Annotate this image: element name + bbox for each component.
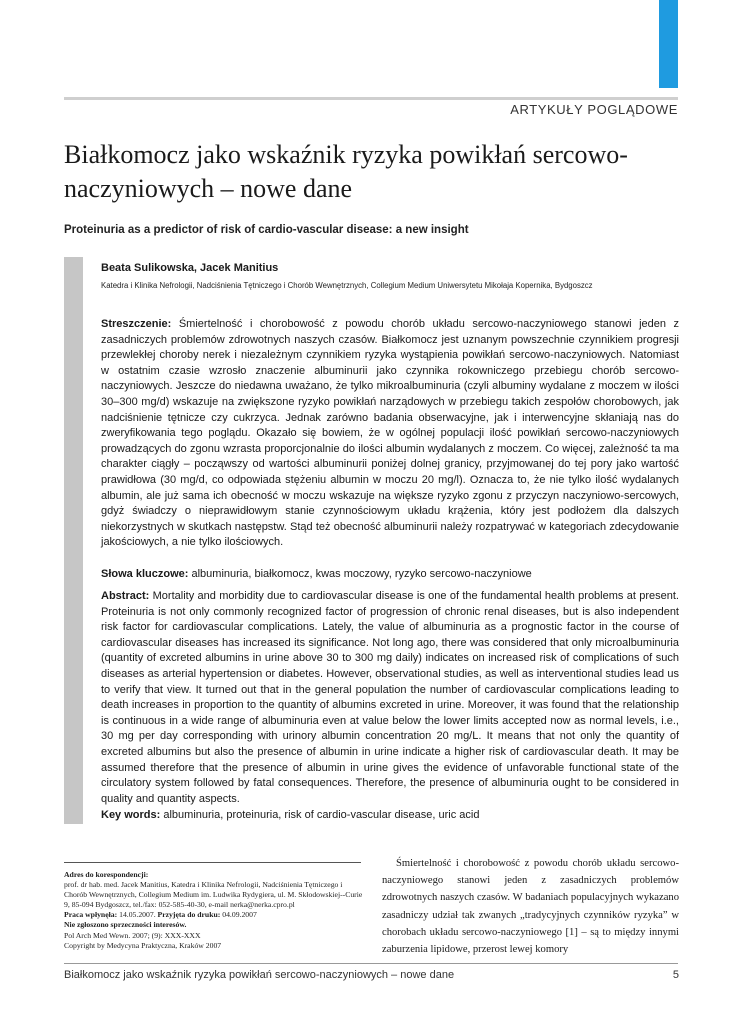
footer-rule [64, 963, 678, 964]
abstract-english [101, 589, 679, 807]
authors: Beata Sulikowska, Jacek Manitius [101, 262, 279, 274]
keywords-english-text: albuminuria, proteinuria, risk of cardio-vascular disease, uric acid [163, 809, 480, 821]
keywords-english-label: Key words: [101, 809, 161, 821]
keywords-polish-label: Słowa kluczowe: [101, 568, 189, 580]
article-title: Białkomocz jako wskaźnik ryzyka powikłań sercowo-naczyniowych – nowe dane [64, 140, 628, 203]
abstract-polish [101, 317, 679, 551]
abstract-english-text: Mortality and morbidity due to cardiovascular disease is one of the fundamental health problems at present. Proteinuria is not only commonly recognized factor of progression of chronic renal diseases, but is also independent risk factor for cardiovascular complications. Lately, the value of albuminuria as a prognostic factor in the course of cardiovascular diseases has increased its significance. Not long ago, there was considered that only microalbuminuria (quantity of excreted albumins in urine above 30 to 300 mg daily) indicates on increased risk of complications of such diseases as arterial hypertension or diabetes. However, observational studies, as well as interventional studies lead us to verify that view. It turned out that in the general population the number of cardiovascular complications leading to death increases in proportion to the quantity of albumins excreted in urine. Moreover, it was found that the relationship is continuous in a wide range of albuminuria even at value below the lower limits accepted now as normal levels, i.e., 30 mg per day corresponding with urinory albumin concentration 20 mg/L. It means that not only the quantity of excreted albumins but also the presence of albumin in urine indicate a higher risk of cardiovascular death. It may be assumed therefore that the presence of albumin in urine gives the evidence of unfavorable functional state of the circulatory system followed by fatal consequences. Therefore, the presence of albuminuria ought to be considered in quality and quantity aspects. [101, 590, 679, 805]
article-subtitle: Proteinuria as a predictor of risk of cardio-vascular disease: a new insight [64, 224, 469, 236]
running-title: Białkomocz jako wskaźnik ryzyka powikłań sercowo-naczyniowych – nowe dane [64, 969, 455, 981]
accent-tab [659, 0, 678, 88]
correspondence-heading: Adres do korespondencji: [64, 870, 149, 879]
abstract-polish-label: Streszczenie: [101, 318, 172, 330]
abstract-sidebar-bar [64, 257, 83, 824]
keywords-polish-text: albuminuria, białkomocz, kwas moczowy, ryzyko sercowo-naczyniowe [191, 568, 532, 580]
keywords-polish [101, 567, 679, 583]
dates-line: Praca wpłynęła: 14.05.2007. Przyjęta do druku: 04.09.2007 [64, 910, 257, 920]
body-text-column [382, 855, 679, 958]
correspondence-block [64, 870, 364, 951]
body-intro-paragraph: Śmiertelność i chorobowość z powodu chorób układu sercowo-naczyniowego stanowi jeden z zasadniczych problemów zdrowotnych naszych czasów. W badaniach populacyjnych wykazano zasadniczy udział tak zwanych „tradycyjnych czynników ryzyka” w chorobach układu sercowo-naczyniowego [1] – są to między innymi zaburzenia lipidowe, przerost lewej komory [382, 858, 679, 956]
citation: Pol Arch Med Wewn. 2007; (9): XXX-XXX [64, 930, 201, 940]
copyright: Copyright by Medycyna Praktyczna, Kraków 2007 [64, 940, 222, 950]
correspondence-address: prof. dr hab. med. Jacek Manitius, Katedra i Klinika Nefrologii, Nadciśnienia Tętniczego i Chorób Wewnętrznych, Collegium Medium im. Ludwika Rydygiera, ul. M. Skłodowskiej--Curie 9, 85-094 Bydgoszcz, tel./fax: 052-585-40-30, e-mail nerka@nerka.cpro.pl [64, 880, 363, 910]
correspondence-rule [64, 862, 361, 863]
abstract-english-label: Abstract: [101, 590, 150, 602]
header-rule [64, 97, 678, 100]
conflict-statement: Nie zgłoszono sprzeczności interesów. [64, 920, 187, 930]
page-number: 5 [672, 969, 679, 981]
abstract-polish-text: Śmiertelność i chorobowość z powodu chorób układu sercowo-naczyniowego stanowi jeden z zasadniczych problemów zdrowotnych naszych czasów. Białkomocz jest uznanym powszechnie czynnikiem progresji przewlekłej choroby nerek i niezależnym czynnikiem ryzyka wystąpienia powikłań sercowo-naczyniowych. Natomiast w ostatnim czasie wzrosło znaczenie albuminurii jako czynnika rokowniczego przebiegu chorób sercowo-naczyniowych. Jeszcze do niedawna uważano, że tylko mikroalbuminuria (czyli albuminy wydalane z moczem w ilości 30–300 mg/d) wskazuje na zwiększone ryzyko powikłań narządowych w przebiegu takich zespołów chorobowych, jak nadciśnienie tętnicze czy cukrzyca. Jednak zarówno badania obserwacyjne, jak i interwencyjne skłaniają nas do zweryfikowania tego poglądu. Okazało się bowiem, że w ogólnej populacji ilość powikłań sercowo-naczyniowych prowadzących do zgonu wzrasta proporcjonalnie do ilości albumin wydalanych z moczem. Co więcej, zależność ta ma charakter ciągły – począwszy od wartości albuminurii poniżej dolnej granicy, przyjmowanej do tej pory jako wartość prawidłowa (30 mg/d, co odpowiada stężeniu albumin w moczu 20 mg/l). Oznacza to, że nie tylko ilość wydalanych albumin, ale już sama ich obecność w moczu wskazuje na większe ryzyko zgonu z przyczyn naczyniowo-sercowych, gdyż świadczy o nieprawidłowym stanie czynnościowym układu krążenia, który jest podłożem dla dalszych niekorzystnych w skutkach następstw. Stąd też obecność albuminurii należy rozpatrywać w kategoriach zdecydowanie jakościowych, a nie tylko ilościowych. [101, 318, 679, 549]
keywords-english [101, 808, 679, 824]
affiliation: Katedra i Klinika Nefrologii, Nadciśnienia Tętniczego i Chorób Wewnętrznych, Collegium Medium Uniwersytetu Mikołaja Kopernika, Bydgoszcz [101, 281, 593, 290]
section-label: ARTYKUŁY POGLĄDOWE [510, 102, 678, 117]
